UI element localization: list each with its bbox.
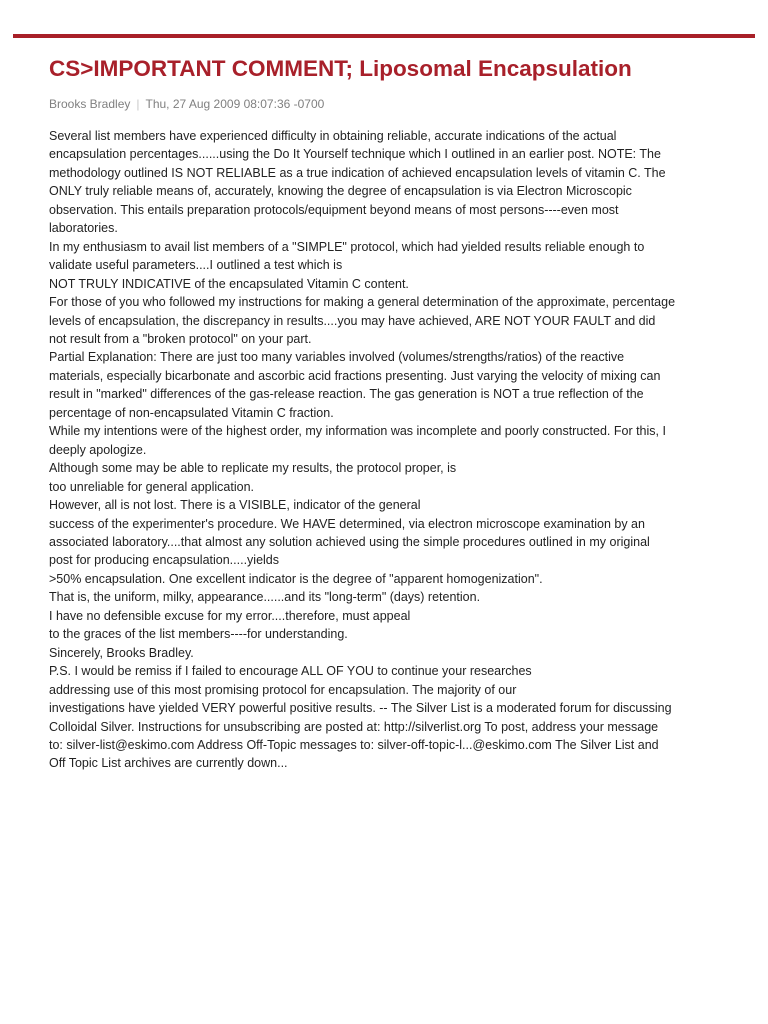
post-title: CS>IMPORTANT COMMENT; Liposomal Encapsulation [49,56,632,81]
header-divider [13,34,755,38]
body-line: observation. This entails preparation protocols/equipment beyond means of most persons----even most [49,202,619,217]
body-line: not result from a "broken protocol" on your part. [49,331,312,346]
body-line: associated laboratory....that almost any solution achieved using the simple procedures outlined in my original [49,534,650,549]
body-line: result in "marked" differences of the gas-release reaction. The gas generation is NOT a true reflection of the [49,387,644,402]
body-line: >50% encapsulation. One excellent indicator is the degree of "apparent homogenization". [49,571,543,586]
body-line: post for producing encapsulation.....yields [49,553,279,568]
body-line: to the graces of the list members----for understanding. [49,627,348,642]
body-line: Sincerely, Brooks Bradley. [49,645,194,660]
body-line: I have no defensible excuse for my error....therefore, must appeal [49,608,411,623]
author-name[interactable]: Brooks Bradley [49,97,131,111]
body-line: Several list members have experienced difficulty in obtaining reliable, accurate indications of the actual [49,129,617,143]
body-line: For those of you who followed my instructions for making a general determination of the approximate, percentage [49,295,676,310]
meta-separator: | [136,97,140,111]
body-line: P.S. I would be remiss if I failed to encourage ALL OF YOU to continue your researches [49,664,532,679]
body-line: That is, the uniform, milky, appearance......and its "long-term" (days) retention. [49,590,481,605]
post-date: Thu, 27 Aug 2009 08:07:36 -0700 [145,97,325,111]
body-line: materials, especially bicarbonate and ascorbic acid fractions presenting. Just varying the velocity of mixing can [49,368,661,383]
body-line: to: silver-list@eskimo.com Address Off-Topic messages to: silver-off-topic-l...@eskimo.com The Silver List and [49,737,659,752]
body-line: methodology outlined IS NOT RELIABLE as a true indication of achieved encapsulation levels of vitamin C. The [49,165,666,180]
body-line: deeply apologize. [49,442,147,457]
body-line: In my enthusiasm to avail list members of a "SIMPLE" protocol, which had yielded results reliable enough to [49,239,645,254]
body-line: Colloidal Silver. Instructions for unsubscribing are posted at: http://silverlist.org To post, address your message [49,719,659,734]
body-line: Although some may be able to replicate my results, the protocol proper, is [49,461,457,476]
post-body [49,127,729,773]
body-line: encapsulation percentages......using the Do It Yourself technique which I outlined in an earlier post. NOTE: The [49,147,661,162]
body-line: investigations have yielded VERY powerful positive results. -- The Silver List is a moderated forum for discussing [49,701,672,716]
body-line: NOT TRULY INDICATIVE of the encapsulated Vitamin C content. [49,276,409,291]
body-line: percentage of non-encapsulated Vitamin C fraction. [49,405,334,420]
body-line: However, all is not lost. There is a VISIBLE, indicator of the general [49,498,421,513]
body-line: levels of encapsulation, the discrepancy in results....you may have achieved, ARE NOT YOUR FAULT and did [49,313,656,328]
body-line: addressing use of this most promising protocol for encapsulation. The majority of our [49,682,517,697]
body-line: too unreliable for general application. [49,479,254,494]
body-line: Partial Explanation: There are just too many variables involved (volumes/strengths/ratios) of the reactive [49,350,625,365]
body-line: ONLY truly reliable means of, accurately, knowing the degree of encapsulation is via Electron Microscopic [49,184,632,199]
body-line: laboratories. [49,221,118,236]
body-line: success of the experimenter's procedure. We HAVE determined, via electron microscope examination by an [49,516,645,531]
body-line: validate useful parameters....I outlined a test which is [49,258,343,273]
post-meta [49,97,324,111]
body-line: Off Topic List archives are currently down... [49,756,288,771]
body-line: While my intentions were of the highest order, my information was incomplete and poorly constructed. For this, I [49,424,666,439]
